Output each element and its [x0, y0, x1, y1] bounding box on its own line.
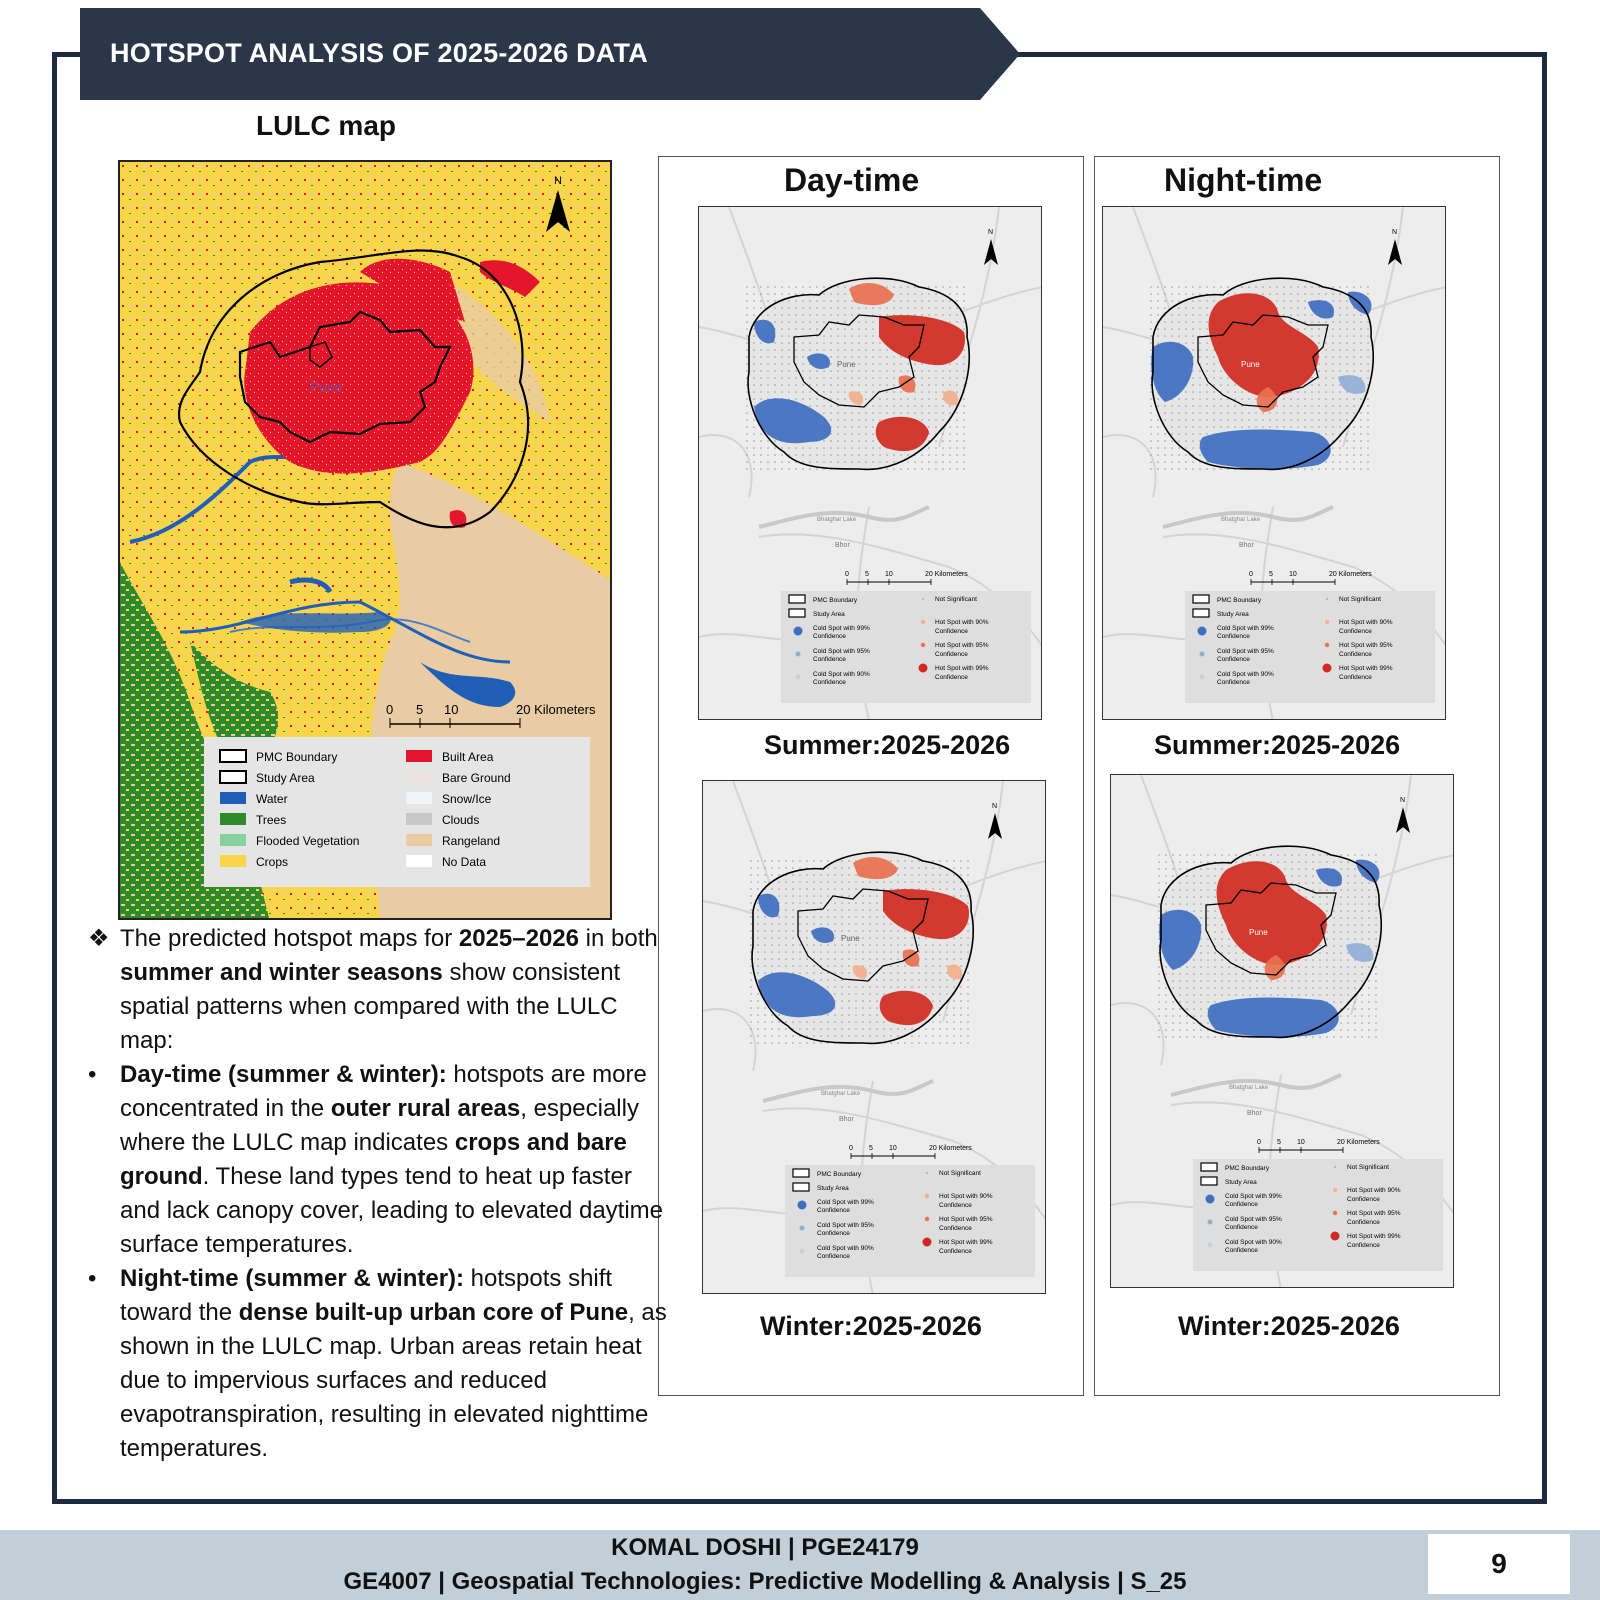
road-line: [1111, 1003, 1164, 1065]
legend-label: Hot Spot with 90%: [1347, 1187, 1401, 1194]
legend-label: PMC Boundary: [1217, 597, 1262, 604]
scale-label: 20 Kilometers: [925, 571, 968, 578]
lulc-legend-label: Flooded Vegetation: [256, 834, 360, 848]
legend-label: Confidence: [1339, 628, 1372, 635]
map-day-winter: [702, 780, 1046, 1294]
legend-label: Confidence: [1225, 1201, 1258, 1208]
legend-label: Confidence: [1347, 1242, 1380, 1249]
footer-author: KOMAL DOSHI | PGE24179: [611, 1534, 919, 1561]
caption-night-summer: Summer:2025-2026: [1154, 730, 1401, 760]
lulc-legend-swatch: [220, 792, 246, 804]
road-line: [703, 1009, 756, 1071]
hotspot-legend: [781, 591, 1031, 703]
page-title: HOTSPOT ANALYSIS OF 2025-2026 DATA: [110, 38, 648, 68]
legend-label: Confidence: [935, 651, 968, 658]
legend-label: Confidence: [935, 628, 968, 635]
legend-label: Confidence: [1225, 1247, 1258, 1254]
footer-course: GE4007 | Geospatial Technologies: Predictive Modelling & Analysis | S_25: [343, 1568, 1187, 1595]
hotspot-patch: [1208, 998, 1339, 1037]
bullet-dot-icon: •: [88, 1061, 97, 1088]
legend-label: Cold Spot with 99%: [1217, 625, 1274, 632]
lake-label: Bhatghar Lake: [1221, 517, 1261, 523]
legend-label: Confidence: [817, 1253, 850, 1260]
legend-label: Hot Spot with 95%: [1339, 642, 1393, 649]
map-city-label: Pune: [1249, 928, 1268, 937]
legend-label: Confidence: [817, 1207, 850, 1214]
legend-label: Cold Spot with 99%: [813, 625, 870, 632]
lulc-legend-swatch: [220, 813, 246, 825]
lulc-legend-swatch: [406, 771, 432, 783]
legend-label: Confidence: [1339, 651, 1372, 658]
legend-label: Not Significant: [1347, 1164, 1389, 1171]
description-text: [88, 922, 668, 1466]
caption-day-summer: Summer:2025-2026: [764, 730, 1011, 760]
legend-label: Cold Spot with 95%: [813, 648, 870, 655]
scale-label: 0: [1257, 1139, 1261, 1146]
scale-label: 20 Kilometers: [1329, 571, 1372, 578]
hotspot-patch: [1200, 430, 1331, 469]
lulc-map-title: LULC map: [256, 110, 396, 141]
legend-label: Cold Spot with 99%: [817, 1199, 874, 1206]
legend-label: Confidence: [813, 633, 846, 640]
day-time-title: Day-time: [784, 162, 920, 198]
lulc-legend-label: Clouds: [442, 813, 480, 827]
map-day-summer: [698, 206, 1042, 720]
legend-label: Study Area: [1225, 1179, 1257, 1186]
diamond-bullet-icon: ❖: [88, 925, 110, 952]
legend-label: Cold Spot with 99%: [1225, 1193, 1282, 1200]
legend-label: PMC Boundary: [817, 1171, 862, 1178]
legend-label: Cold Spot with 95%: [1217, 648, 1274, 655]
town-label: Bhor: [835, 542, 850, 549]
lulc-scale-0: 0: [386, 702, 394, 717]
scale-label: 20 Kilometers: [929, 1145, 972, 1152]
map-night-winter: [1110, 774, 1454, 1288]
legend-label: Confidence: [1347, 1219, 1380, 1226]
scale-label: 10: [885, 571, 893, 578]
scale-label: 0: [845, 571, 849, 578]
lulc-legend-label: Snow/Ice: [442, 792, 492, 806]
lulc-legend-label: Built Area: [442, 750, 494, 764]
legend-label: Confidence: [817, 1230, 850, 1237]
legend-label: Confidence: [939, 1202, 972, 1209]
legend-label: Confidence: [1217, 679, 1250, 686]
road-line: [1103, 435, 1156, 497]
legend-label: PMC Boundary: [813, 597, 858, 604]
lulc-legend-label: Crops: [256, 855, 289, 869]
map-north-label: N: [992, 803, 998, 810]
legend-label: Confidence: [1347, 1196, 1380, 1203]
scale-label: 0: [1249, 571, 1253, 578]
legend-label: Hot Spot with 95%: [1347, 1210, 1401, 1217]
map-city-label: Pune: [841, 934, 860, 943]
lulc-legend-swatch: [406, 813, 432, 825]
lake-label: Bhatghar Lake: [1229, 1085, 1269, 1091]
scale-label: 5: [869, 1145, 873, 1152]
scale-label: 5: [1269, 571, 1273, 578]
lake-label: Bhatghar Lake: [821, 1091, 861, 1097]
legend-label: Not Significant: [939, 1170, 981, 1177]
map-north-label: N: [1392, 229, 1398, 236]
legend-label: Hot Spot with 99%: [1347, 1233, 1401, 1240]
hotspot-legend: [1185, 591, 1435, 703]
day-time-bullet: • Day-time (summer & winter): hotspots are more concentrated in the outer rural areas, especially where the LULC map indicates crops and bare ground. These land types tend to heat up faster and lack canopy cover, leading to elevated daytime surface temperatures.: [88, 1058, 668, 1262]
lulc-legend-label: Rangeland: [442, 834, 501, 848]
lulc-legend-swatch: [406, 750, 432, 762]
map-north-label: N: [988, 229, 994, 236]
legend-label: Confidence: [1225, 1224, 1258, 1231]
scale-label: 10: [1297, 1139, 1305, 1146]
hotspot-legend: [785, 1165, 1035, 1277]
lulc-scale-10: 10: [444, 702, 459, 717]
legend-label: Cold Spot with 90%: [1217, 671, 1274, 678]
lulc-legend-label: No Data: [442, 855, 487, 869]
legend-label: Study Area: [1217, 611, 1249, 618]
lake-label: Bhatghar Lake: [817, 517, 857, 523]
legend-label: Hot Spot with 95%: [939, 1216, 993, 1223]
legend-label: Hot Spot with 90%: [1339, 619, 1393, 626]
legend-label: Confidence: [1339, 674, 1372, 681]
scale-label: 5: [865, 571, 869, 578]
legend-label: Confidence: [935, 674, 968, 681]
footer-bar: [0, 1530, 1600, 1600]
lulc-city-label: Pune: [310, 379, 343, 395]
legend-label: Cold Spot with 90%: [1225, 1239, 1282, 1246]
legend-label: Confidence: [1217, 633, 1250, 640]
scale-label: 10: [1289, 571, 1297, 578]
lulc-legend-swatch: [406, 834, 432, 846]
lulc-legend-swatch: [406, 792, 432, 804]
lulc-legend-label: Trees: [256, 813, 287, 827]
legend-label: Confidence: [939, 1248, 972, 1255]
town-label: Bhor: [1239, 542, 1254, 549]
lulc-legend-swatch: [220, 750, 246, 762]
legend-label: PMC Boundary: [1225, 1165, 1270, 1172]
lulc-legend-swatch: [406, 855, 432, 867]
map-night-summer: [1102, 206, 1446, 720]
legend-label: Cold Spot with 90%: [813, 671, 870, 678]
bullet-dot-icon: •: [88, 1265, 97, 1292]
town-label: Bhor: [1247, 1110, 1262, 1117]
legend-label: Cold Spot with 95%: [1225, 1216, 1282, 1223]
legend-label: Not Significant: [935, 596, 977, 603]
scale-label: 10: [889, 1145, 897, 1152]
legend-label: Confidence: [939, 1225, 972, 1232]
scale-label: 0: [849, 1145, 853, 1152]
intro-paragraph: ❖ The predicted hotspot maps for 2025–2026 in both summer and winter seasons show consistent spatial patterns when compared with the LULC map:: [88, 922, 668, 1058]
lulc-legend-swatch: [220, 834, 246, 846]
caption-night-winter: Winter:2025-2026: [1178, 1311, 1400, 1341]
legend-label: Hot Spot with 99%: [935, 665, 989, 672]
caption-day-winter: Winter:2025-2026: [760, 1311, 982, 1341]
scale-label: 5: [1277, 1139, 1281, 1146]
lulc-scale-20: 20 Kilometers: [516, 702, 596, 717]
lulc-scale-5: 5: [416, 702, 424, 717]
page-number: 9: [1428, 1534, 1570, 1594]
legend-label: Confidence: [813, 679, 846, 686]
map-north-label: N: [1400, 797, 1406, 804]
map-city-label: Pune: [837, 360, 856, 369]
legend-label: Confidence: [813, 656, 846, 663]
legend-label: Hot Spot with 90%: [935, 619, 989, 626]
lulc-legend-label: Bare Ground: [442, 771, 511, 785]
map-city-label: Pune: [1241, 360, 1260, 369]
lulc-map-graphic: [120, 162, 612, 920]
legend-label: Study Area: [813, 611, 845, 618]
lulc-legend-label: Water: [256, 792, 288, 806]
town-label: Bhor: [839, 1116, 854, 1123]
legend-label: Cold Spot with 90%: [817, 1245, 874, 1252]
lulc-north-label: N: [554, 175, 562, 187]
hotspot-legend: [1193, 1159, 1443, 1271]
legend-label: Cold Spot with 95%: [817, 1222, 874, 1229]
legend-label: Hot Spot with 90%: [939, 1193, 993, 1200]
legend-label: Confidence: [1217, 656, 1250, 663]
legend-label: Study Area: [817, 1185, 849, 1192]
lulc-map: [118, 160, 612, 920]
lulc-legend-label: Study Area: [256, 771, 315, 785]
legend-label: Not Significant: [1339, 596, 1381, 603]
legend-label: Hot Spot with 99%: [1339, 665, 1393, 672]
legend-label: Hot Spot with 95%: [935, 642, 989, 649]
night-time-bullet: • Night-time (summer & winter): hotspots shift toward the dense built-up urban core of Pune, as shown in the LULC map. Urban areas retain heat due to impervious surfaces and reduced evapotranspiration, resulting in elevated nighttime temperatures.: [88, 1262, 668, 1466]
road-line: [699, 435, 752, 497]
lulc-legend-swatch: [220, 855, 246, 867]
night-time-title: Night-time: [1164, 162, 1323, 198]
lulc-legend-swatch: [220, 771, 246, 783]
scale-label: 20 Kilometers: [1337, 1139, 1380, 1146]
lulc-legend-label: PMC Boundary: [256, 750, 338, 764]
legend-label: Hot Spot with 99%: [939, 1239, 993, 1246]
